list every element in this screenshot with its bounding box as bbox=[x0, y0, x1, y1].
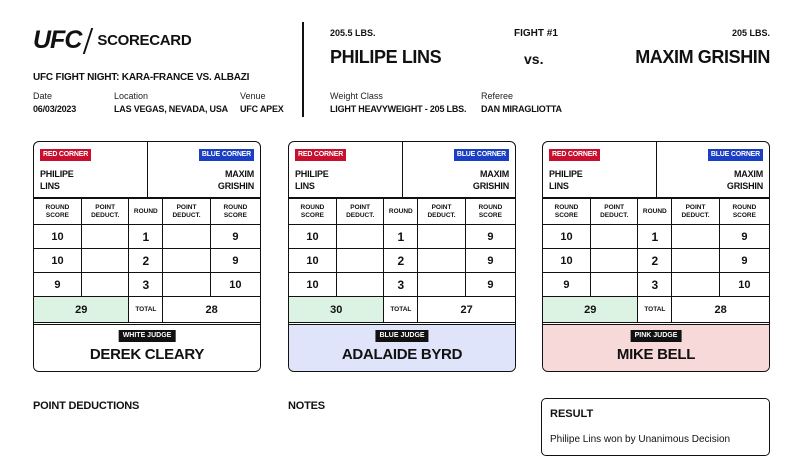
blue-point-deduction bbox=[163, 225, 210, 249]
total-row bbox=[289, 297, 515, 323]
location-label: Location bbox=[114, 91, 149, 101]
blue-first-name: MAXIM bbox=[225, 169, 254, 179]
weight-class-label: Weight Class bbox=[330, 91, 383, 101]
score-table-header bbox=[34, 199, 260, 225]
red-fighter-name: PHILIPE LINS bbox=[330, 47, 442, 67]
round-row bbox=[289, 225, 515, 249]
judge-color-badge: BLUE JUDGE bbox=[375, 330, 428, 342]
corner-header bbox=[34, 142, 260, 198]
blue-point-deduct-header: POINT DEDUCT. bbox=[418, 199, 465, 225]
red-round-score: 10 bbox=[289, 225, 336, 249]
blue-point-deduct-header: POINT DEDUCT. bbox=[163, 199, 210, 225]
blue-fighter-name: MAXIM GRISHIN bbox=[635, 47, 770, 67]
red-point-deduction bbox=[81, 273, 128, 297]
red-point-deduction bbox=[336, 273, 383, 297]
red-first-name: PHILIPE bbox=[295, 169, 329, 179]
round-number: 2 bbox=[638, 249, 672, 273]
round-row bbox=[34, 225, 260, 249]
corner-divider bbox=[656, 142, 657, 198]
blue-fighter-label bbox=[473, 168, 509, 192]
vs-label: vs. bbox=[524, 51, 544, 67]
blue-point-deduct-header: POINT DEDUCT. bbox=[672, 199, 719, 225]
score-table bbox=[34, 198, 260, 323]
score-table-header bbox=[289, 199, 515, 225]
red-point-deduction bbox=[336, 225, 383, 249]
red-first-name: PHILIPE bbox=[40, 169, 74, 179]
red-point-deduction bbox=[336, 249, 383, 273]
blue-point-deduction bbox=[418, 273, 465, 297]
red-point-deduct-header: POINT DEDUCT. bbox=[81, 199, 128, 225]
red-total-score: 29 bbox=[543, 297, 638, 323]
red-point-deduct-header: POINT DEDUCT. bbox=[336, 199, 383, 225]
red-last-name: LINS bbox=[40, 181, 60, 191]
blue-last-name: GRISHIN bbox=[472, 181, 509, 191]
blue-point-deduction bbox=[418, 249, 465, 273]
round-row bbox=[289, 249, 515, 273]
judge-color-badge: WHITE JUDGE bbox=[119, 330, 176, 342]
blue-round-score: 9 bbox=[210, 225, 260, 249]
blue-first-name: MAXIM bbox=[734, 169, 763, 179]
red-round-score: 10 bbox=[543, 249, 590, 273]
red-point-deduction bbox=[81, 225, 128, 249]
red-round-score: 10 bbox=[34, 225, 81, 249]
blue-round-score: 9 bbox=[465, 225, 515, 249]
blue-point-deduction bbox=[163, 249, 210, 273]
red-first-name: PHILIPE bbox=[549, 169, 583, 179]
total-row bbox=[34, 297, 260, 323]
point-deductions-heading: POINT DEDUCTIONS bbox=[33, 400, 140, 412]
red-last-name: LINS bbox=[295, 181, 315, 191]
blue-round-score: 10 bbox=[719, 273, 769, 297]
round-header: ROUND bbox=[638, 199, 672, 225]
judge-name: ADALAIDE BYRD bbox=[341, 346, 463, 363]
blue-point-deduction bbox=[672, 273, 719, 297]
blue-corner-badge: BLUE CORNER bbox=[454, 149, 509, 161]
red-round-score: 9 bbox=[543, 273, 590, 297]
blue-first-name: MAXIM bbox=[480, 169, 509, 179]
round-number: 3 bbox=[638, 273, 672, 297]
round-row bbox=[34, 273, 260, 297]
referee-value: DAN MIRAGLIOTTA bbox=[481, 104, 562, 114]
total-label: TOTAL bbox=[384, 297, 418, 323]
blue-fighter-label bbox=[218, 168, 254, 192]
judge-name: DEREK CLEARY bbox=[89, 346, 205, 363]
judge-panel bbox=[543, 324, 769, 372]
blue-weight: 205 LBS. bbox=[731, 28, 770, 38]
red-total-score: 30 bbox=[289, 297, 384, 323]
date-label: Date bbox=[33, 91, 53, 101]
notes-heading: NOTES bbox=[288, 400, 325, 412]
round-number: 1 bbox=[384, 225, 418, 249]
score-table bbox=[289, 198, 515, 323]
blue-round-score: 9 bbox=[210, 249, 260, 273]
total-row bbox=[543, 297, 769, 323]
red-point-deduct-header: POINT DEDUCT. bbox=[590, 199, 637, 225]
round-row bbox=[543, 273, 769, 297]
round-number: 3 bbox=[384, 273, 418, 297]
red-round-score-header: ROUND SCORE bbox=[34, 199, 81, 225]
date-value: 06/03/2023 bbox=[33, 104, 77, 114]
total-label: TOTAL bbox=[638, 297, 672, 323]
round-header: ROUND bbox=[384, 199, 418, 225]
blue-round-score: 9 bbox=[465, 249, 515, 273]
blue-corner-badge: BLUE CORNER bbox=[708, 149, 763, 161]
red-round-score: 10 bbox=[289, 273, 336, 297]
red-point-deduction bbox=[590, 273, 637, 297]
blue-round-score-header: ROUND SCORE bbox=[719, 199, 769, 225]
round-number: 2 bbox=[129, 249, 163, 273]
location-value: LAS VEGAS, NEVADA, USA bbox=[114, 104, 228, 114]
blue-point-deduction bbox=[672, 249, 719, 273]
fight-number: FIGHT #1 bbox=[514, 28, 558, 39]
round-number: 3 bbox=[129, 273, 163, 297]
round-row bbox=[543, 249, 769, 273]
ufc-scorecard-logo bbox=[33, 26, 191, 55]
judge-panel bbox=[289, 324, 515, 372]
blue-round-score: 9 bbox=[719, 249, 769, 273]
result-title: RESULT bbox=[550, 408, 594, 420]
red-last-name: LINS bbox=[549, 181, 569, 191]
blue-fighter-label bbox=[727, 168, 763, 192]
weight-class-value: LIGHT HEAVYWEIGHT - 205 LBS. bbox=[330, 104, 467, 114]
blue-round-score: 9 bbox=[719, 225, 769, 249]
round-number: 2 bbox=[384, 249, 418, 273]
blue-total-score: 28 bbox=[163, 297, 260, 323]
red-fighter-label bbox=[40, 168, 74, 192]
blue-point-deduction bbox=[418, 225, 465, 249]
venue-value: UFC APEX bbox=[240, 104, 284, 114]
corner-divider bbox=[147, 142, 148, 198]
judge-scorecard-2 bbox=[288, 141, 516, 372]
round-header: ROUND bbox=[129, 199, 163, 225]
red-point-deduction bbox=[81, 249, 128, 273]
red-round-score: 10 bbox=[543, 225, 590, 249]
corner-header bbox=[543, 142, 769, 198]
blue-last-name: GRISHIN bbox=[726, 181, 763, 191]
blue-round-score: 9 bbox=[465, 273, 515, 297]
red-total-score: 29 bbox=[34, 297, 129, 323]
judge-scorecard-3 bbox=[542, 141, 770, 372]
red-round-score: 9 bbox=[34, 273, 81, 297]
red-fighter-label bbox=[549, 168, 583, 192]
red-corner-badge: RED CORNER bbox=[40, 149, 91, 161]
header-divider bbox=[302, 22, 304, 117]
round-row bbox=[289, 273, 515, 297]
result-box bbox=[541, 398, 770, 456]
red-round-score: 10 bbox=[34, 249, 81, 273]
result-text: Philipe Lins won by Unanimous Decision bbox=[550, 434, 731, 445]
scorecard-title: SCORECARD bbox=[97, 32, 192, 49]
score-table bbox=[543, 198, 769, 323]
blue-last-name: GRISHIN bbox=[217, 181, 254, 191]
venue-label: Venue bbox=[240, 91, 266, 101]
blue-total-score: 27 bbox=[418, 297, 515, 323]
referee-label: Referee bbox=[481, 91, 514, 101]
red-fighter-label bbox=[295, 168, 329, 192]
red-weight: 205.5 LBS. bbox=[330, 28, 376, 38]
red-point-deduction bbox=[590, 225, 637, 249]
round-number: 1 bbox=[638, 225, 672, 249]
judge-name: MIKE BELL bbox=[616, 346, 696, 363]
total-label: TOTAL bbox=[129, 297, 163, 323]
corner-divider bbox=[402, 142, 403, 198]
red-corner-badge: RED CORNER bbox=[549, 149, 600, 161]
blue-round-score: 10 bbox=[210, 273, 260, 297]
blue-total-score: 28 bbox=[672, 297, 769, 323]
red-round-score: 10 bbox=[289, 249, 336, 273]
event-name: UFC FIGHT NIGHT: KARA-FRANCE VS. ALBAZI bbox=[33, 72, 250, 83]
round-row bbox=[34, 249, 260, 273]
blue-round-score-header: ROUND SCORE bbox=[465, 199, 515, 225]
blue-point-deduction bbox=[672, 225, 719, 249]
blue-corner-badge: BLUE CORNER bbox=[199, 149, 254, 161]
red-point-deduction bbox=[590, 249, 637, 273]
red-round-score-header: ROUND SCORE bbox=[289, 199, 336, 225]
ufc-logo: UFC bbox=[33, 26, 82, 54]
judge-color-badge: PINK JUDGE bbox=[631, 330, 682, 342]
corner-header bbox=[289, 142, 515, 198]
blue-round-score-header: ROUND SCORE bbox=[210, 199, 260, 225]
red-round-score-header: ROUND SCORE bbox=[543, 199, 590, 225]
blue-point-deduction bbox=[163, 273, 210, 297]
score-table-header bbox=[543, 199, 769, 225]
logo-divider bbox=[83, 28, 93, 54]
judge-panel bbox=[34, 324, 260, 372]
round-number: 1 bbox=[129, 225, 163, 249]
round-row bbox=[543, 225, 769, 249]
red-corner-badge: RED CORNER bbox=[295, 149, 346, 161]
judge-scorecard-1 bbox=[33, 141, 261, 372]
